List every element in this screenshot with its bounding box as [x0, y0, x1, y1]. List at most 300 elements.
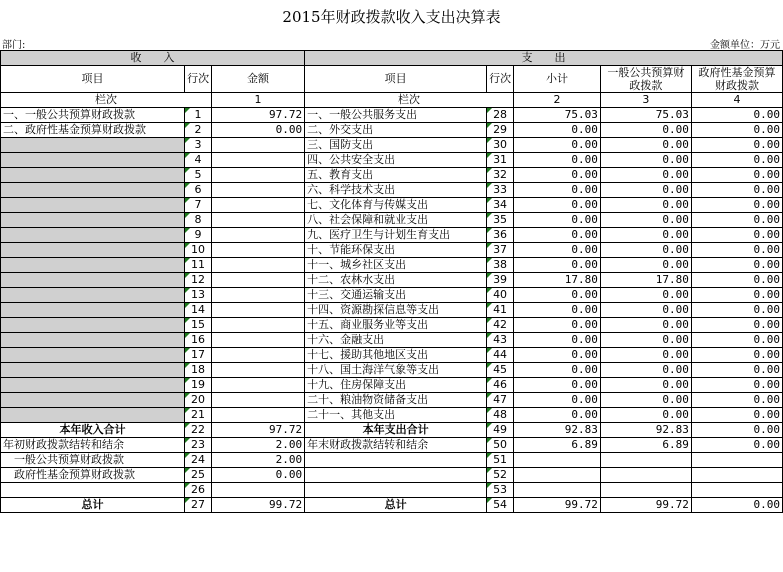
- expense-item-cell[interactable]: [305, 498, 487, 513]
- expense-rowno-cell[interactable]: [487, 408, 514, 423]
- income-amount-cell[interactable]: [212, 393, 305, 408]
- table-row: [1, 393, 783, 408]
- income-amount-cell[interactable]: [212, 423, 305, 438]
- general-budget-cell-text: 0.00: [662, 123, 689, 136]
- expense-rowno-cell[interactable]: [487, 348, 514, 363]
- expense-rowno-cell[interactable]: [487, 228, 514, 243]
- income-amount-cell[interactable]: [212, 138, 305, 153]
- gov-fund-cell[interactable]: [691, 228, 782, 243]
- expense-rowno-cell[interactable]: [487, 213, 514, 228]
- subtotal-cell[interactable]: [514, 498, 601, 513]
- general-budget-cell[interactable]: [600, 303, 691, 318]
- income-rowno-header[interactable]: 行次: [185, 66, 212, 93]
- general-budget-cell[interactable]: [600, 498, 691, 513]
- gov-fund-cell[interactable]: [691, 183, 782, 198]
- income-amount-cell[interactable]: [212, 213, 305, 228]
- gov-fund-cell[interactable]: [691, 123, 782, 138]
- gov-fund-cell[interactable]: [691, 153, 782, 168]
- income-rowno-cell[interactable]: [185, 438, 212, 453]
- expense-rowno-cell-text: 28: [493, 108, 508, 121]
- gov-fund-cell[interactable]: [691, 213, 782, 228]
- income-item-cell[interactable]: [1, 333, 185, 348]
- income-rowno-cell[interactable]: [185, 408, 212, 423]
- gov-fund-cell[interactable]: [691, 453, 782, 468]
- income-rowno-cell[interactable]: [185, 303, 212, 318]
- gov-fund-cell[interactable]: [691, 168, 782, 183]
- income-rowno-cell[interactable]: [185, 318, 212, 333]
- expense-item-cell[interactable]: [305, 198, 487, 213]
- income-item-cell[interactable]: [1, 228, 185, 243]
- income-rowno-cell[interactable]: [185, 273, 212, 288]
- subtotal-cell[interactable]: [514, 123, 601, 138]
- expense-item-cell-text: 五、教育支出: [307, 168, 374, 181]
- expense-rowno-cell[interactable]: [487, 183, 514, 198]
- gov-fund-cell[interactable]: [691, 318, 782, 333]
- subtotal-cell[interactable]: [514, 213, 601, 228]
- gov-fund-cell[interactable]: [691, 498, 782, 513]
- general-budget-header[interactable]: 一般公共预算财政拨款: [600, 66, 691, 93]
- expense-rowno-cell[interactable]: [487, 498, 514, 513]
- subtotal-cell[interactable]: [514, 168, 601, 183]
- table-row: [1, 288, 783, 303]
- expense-rowno-cell[interactable]: [487, 363, 514, 378]
- expense-rowno-cell[interactable]: [487, 273, 514, 288]
- subtotal-cell[interactable]: [514, 393, 601, 408]
- general-budget-cell[interactable]: [600, 378, 691, 393]
- subtotal-cell[interactable]: [514, 228, 601, 243]
- cell-comment-marker-icon: [487, 258, 492, 263]
- income-amount-cell[interactable]: [212, 273, 305, 288]
- subtotal-cell[interactable]: [514, 108, 601, 123]
- expense-rowno-cell-text: 30: [493, 138, 508, 151]
- income-rowno-cell[interactable]: [185, 483, 212, 498]
- income-item-cell[interactable]: [1, 168, 185, 183]
- income-rowno-cell-text: 8: [194, 213, 202, 226]
- table-row: [1, 153, 783, 168]
- income-item-cell[interactable]: [1, 183, 185, 198]
- income-amount-cell[interactable]: [212, 408, 305, 423]
- income-amount-cell[interactable]: [212, 453, 305, 468]
- income-amount-cell[interactable]: [212, 318, 305, 333]
- cell-comment-marker-icon: [185, 258, 190, 263]
- income-item-cell[interactable]: [1, 363, 185, 378]
- gov-fund-cell[interactable]: [691, 378, 782, 393]
- general-budget-cell-text: 0.00: [662, 348, 689, 361]
- general-budget-cell[interactable]: [600, 168, 691, 183]
- income-item-cell[interactable]: [1, 108, 185, 123]
- income-item-cell[interactable]: [1, 408, 185, 423]
- income-rowno-cell[interactable]: [185, 228, 212, 243]
- col3-number[interactable]: 3: [600, 93, 691, 108]
- income-amount-cell[interactable]: [212, 363, 305, 378]
- income-item-cell[interactable]: [1, 318, 185, 333]
- expense-rowno-cell[interactable]: [487, 378, 514, 393]
- income-amount-cell[interactable]: [212, 288, 305, 303]
- expense-item-cell[interactable]: [305, 108, 487, 123]
- general-budget-cell-text: 99.72: [655, 498, 689, 511]
- income-item-cell[interactable]: [1, 393, 185, 408]
- income-item-cell-text: 年初财政拨款结转和结余: [3, 438, 124, 451]
- income-item-cell[interactable]: [1, 138, 185, 153]
- table-row: [1, 138, 783, 153]
- general-budget-cell[interactable]: [600, 483, 691, 498]
- income-rowno-cell[interactable]: [185, 213, 212, 228]
- cell-comment-marker-icon: [487, 393, 492, 398]
- general-budget-cell[interactable]: [600, 153, 691, 168]
- cell-comment-marker-icon: [487, 468, 492, 473]
- cell-comment-marker-icon: [487, 498, 492, 503]
- expense-item-cell[interactable]: [305, 228, 487, 243]
- expense-item-cell[interactable]: [305, 213, 487, 228]
- expense-header[interactable]: 支 出: [305, 51, 783, 66]
- general-budget-cell-text: 0.00: [662, 138, 689, 151]
- general-budget-cell[interactable]: [600, 288, 691, 303]
- expense-item-cell[interactable]: [305, 138, 487, 153]
- gov-fund-cell[interactable]: [691, 423, 782, 438]
- general-budget-cell[interactable]: [600, 228, 691, 243]
- expense-rowno-cell[interactable]: [487, 123, 514, 138]
- general-budget-cell[interactable]: [600, 363, 691, 378]
- income-rowno-cell[interactable]: [185, 243, 212, 258]
- expense-item-cell[interactable]: [305, 363, 487, 378]
- gov-fund-cell[interactable]: [691, 288, 782, 303]
- income-item-header[interactable]: 项目: [1, 66, 185, 93]
- expense-rowno-cell[interactable]: [487, 153, 514, 168]
- expense-item-header[interactable]: 项目: [305, 66, 487, 93]
- general-budget-cell[interactable]: [600, 333, 691, 348]
- income-rowno-cell[interactable]: [185, 348, 212, 363]
- expense-rowno-cell-text: 49: [493, 423, 508, 436]
- expense-rowno-cell-text: 47: [493, 393, 508, 406]
- expense-column-label[interactable]: 栏次: [305, 93, 514, 108]
- income-item-cell[interactable]: [1, 348, 185, 363]
- expense-rowno-cell[interactable]: [487, 138, 514, 153]
- income-item-cell[interactable]: [1, 153, 185, 168]
- income-item-cell-text: 本年收入合计: [59, 423, 126, 436]
- gov-fund-cell-text: 0.00: [753, 243, 780, 256]
- subtotal-cell[interactable]: [514, 423, 601, 438]
- expense-rowno-cell[interactable]: [487, 453, 514, 468]
- gov-fund-cell-text: 0.00: [753, 318, 780, 331]
- income-amount-cell[interactable]: [212, 378, 305, 393]
- income-amount-cell[interactable]: [212, 168, 305, 183]
- income-rowno-cell-text: 11: [191, 258, 206, 271]
- expense-item-cell[interactable]: [305, 168, 487, 183]
- expense-item-cell[interactable]: [305, 348, 487, 363]
- income-item-cell[interactable]: [1, 483, 185, 498]
- expense-rowno-cell[interactable]: [487, 288, 514, 303]
- expense-rowno-cell[interactable]: [487, 258, 514, 273]
- gov-fund-cell[interactable]: [691, 483, 782, 498]
- gov-fund-cell[interactable]: [691, 303, 782, 318]
- expense-item-cell-text: 三、国防支出: [307, 138, 374, 151]
- expense-rowno-cell[interactable]: [487, 198, 514, 213]
- income-rowno-cell[interactable]: [185, 393, 212, 408]
- income-amount-cell[interactable]: [212, 108, 305, 123]
- subtotal-cell[interactable]: [514, 318, 601, 333]
- subtotal-cell-text: 0.00: [571, 138, 598, 151]
- income-amount-cell[interactable]: [212, 438, 305, 453]
- income-item-cell[interactable]: [1, 213, 185, 228]
- gov-fund-cell[interactable]: [691, 198, 782, 213]
- general-budget-cell-text: 0.00: [662, 363, 689, 376]
- expense-item-cell[interactable]: [305, 393, 487, 408]
- expense-rowno-cell[interactable]: [487, 438, 514, 453]
- subtotal-cell[interactable]: [514, 348, 601, 363]
- gov-fund-cell-text: 0.00: [753, 258, 780, 271]
- table-row: [1, 363, 783, 378]
- expense-rowno-cell[interactable]: [487, 168, 514, 183]
- gov-fund-cell-text: 0.00: [753, 378, 780, 391]
- expense-item-cell[interactable]: [305, 438, 487, 453]
- subtotal-cell[interactable]: [514, 273, 601, 288]
- expense-rowno-cell-text: 40: [493, 288, 508, 301]
- expense-rowno-cell[interactable]: [487, 243, 514, 258]
- income-amount-cell[interactable]: [212, 198, 305, 213]
- expense-rowno-header[interactable]: 行次: [487, 66, 514, 93]
- gov-fund-cell-text: 0.00: [753, 228, 780, 241]
- gov-fund-cell[interactable]: [691, 108, 782, 123]
- income-rowno-cell[interactable]: [185, 288, 212, 303]
- col2-number[interactable]: 2: [514, 93, 601, 108]
- expense-item-cell[interactable]: [305, 468, 487, 483]
- income-rowno-cell[interactable]: [185, 168, 212, 183]
- gov-fund-cell[interactable]: [691, 333, 782, 348]
- expense-item-cell-text: 十二、农林水支出: [307, 273, 396, 286]
- expense-item-cell[interactable]: [305, 423, 487, 438]
- general-budget-cell[interactable]: [600, 138, 691, 153]
- expense-item-cell-text: 九、医疗卫生与计划生育支出: [307, 228, 451, 241]
- col1-number[interactable]: 1: [212, 93, 305, 108]
- income-amount-cell[interactable]: [212, 243, 305, 258]
- expense-item-cell[interactable]: [305, 273, 487, 288]
- income-item-cell[interactable]: [1, 423, 185, 438]
- cell-comment-marker-icon: [487, 483, 492, 488]
- subtotal-cell[interactable]: [514, 288, 601, 303]
- gov-fund-cell[interactable]: [691, 408, 782, 423]
- income-item-cell[interactable]: [1, 378, 185, 393]
- gov-fund-cell-text: 0.00: [753, 423, 780, 436]
- general-budget-cell[interactable]: [600, 123, 691, 138]
- income-amount-cell[interactable]: [212, 333, 305, 348]
- income-item-cell[interactable]: [1, 273, 185, 288]
- expense-rowno-cell[interactable]: [487, 423, 514, 438]
- gov-fund-header[interactable]: 政府性基金预算财政拨款: [691, 66, 782, 93]
- table-row: [1, 303, 783, 318]
- expense-rowno-cell[interactable]: [487, 333, 514, 348]
- gov-fund-cell[interactable]: [691, 243, 782, 258]
- general-budget-cell[interactable]: [600, 108, 691, 123]
- income-header[interactable]: 收 入: [1, 51, 305, 66]
- income-rowno-cell[interactable]: [185, 333, 212, 348]
- subtotal-cell[interactable]: [514, 303, 601, 318]
- cell-comment-marker-icon: [487, 183, 492, 188]
- subtotal-cell[interactable]: [514, 153, 601, 168]
- income-item-cell[interactable]: [1, 198, 185, 213]
- expense-item-cell[interactable]: [305, 243, 487, 258]
- income-rowno-cell[interactable]: [185, 183, 212, 198]
- expense-item-cell-text: 十七、援助其他地区支出: [307, 348, 429, 361]
- income-item-cell[interactable]: [1, 468, 185, 483]
- general-budget-cell[interactable]: [600, 183, 691, 198]
- expense-rowno-cell[interactable]: [487, 318, 514, 333]
- subtotal-cell[interactable]: [514, 333, 601, 348]
- cell-comment-marker-icon: [185, 423, 190, 428]
- general-budget-cell[interactable]: [600, 318, 691, 333]
- subtotal-header[interactable]: 小计: [514, 66, 601, 93]
- gov-fund-cell-text: 0.00: [753, 183, 780, 196]
- income-rowno-cell[interactable]: [185, 108, 212, 123]
- expense-item-cell[interactable]: [305, 318, 487, 333]
- cell-comment-marker-icon: [185, 243, 190, 248]
- income-amount-cell[interactable]: [212, 153, 305, 168]
- subtotal-cell[interactable]: [514, 183, 601, 198]
- expense-item-cell[interactable]: [305, 453, 487, 468]
- general-budget-cell[interactable]: [600, 423, 691, 438]
- general-budget-cell[interactable]: [600, 198, 691, 213]
- income-amount-header[interactable]: 金额: [212, 66, 305, 93]
- income-rowno-cell[interactable]: [185, 138, 212, 153]
- general-budget-cell-text: 0.00: [662, 228, 689, 241]
- gov-fund-cell[interactable]: [691, 363, 782, 378]
- general-budget-cell[interactable]: [600, 258, 691, 273]
- expense-rowno-cell-text: 46: [493, 378, 508, 391]
- subtotal-cell[interactable]: [514, 483, 601, 498]
- income-rowno-cell[interactable]: [185, 153, 212, 168]
- table-row: [1, 243, 783, 258]
- expense-item-cell[interactable]: [305, 378, 487, 393]
- subtotal-cell[interactable]: [514, 378, 601, 393]
- expense-rowno-cell-text: 41: [493, 303, 508, 316]
- cell-comment-marker-icon: [487, 108, 492, 113]
- gov-fund-cell[interactable]: [691, 138, 782, 153]
- income-item-cell[interactable]: [1, 288, 185, 303]
- subtotal-cell[interactable]: [514, 138, 601, 153]
- income-item-cell[interactable]: [1, 243, 185, 258]
- subtotal-cell[interactable]: [514, 453, 601, 468]
- gov-fund-cell[interactable]: [691, 468, 782, 483]
- expense-item-cell[interactable]: [305, 153, 487, 168]
- expense-rowno-cell[interactable]: [487, 108, 514, 123]
- expense-item-cell-text: 二十、粮油物资储备支出: [307, 393, 429, 406]
- income-amount-cell-text: 0.00: [275, 468, 303, 481]
- general-budget-cell[interactable]: [600, 408, 691, 423]
- income-amount-cell[interactable]: [212, 483, 305, 498]
- gov-fund-cell[interactable]: [691, 393, 782, 408]
- income-rowno-cell-text: 4: [194, 153, 202, 166]
- income-item-cell[interactable]: [1, 498, 185, 513]
- general-budget-cell[interactable]: [600, 348, 691, 363]
- subtotal-cell-text: 0.00: [571, 378, 598, 391]
- general-budget-cell[interactable]: [600, 453, 691, 468]
- general-budget-cell[interactable]: [600, 393, 691, 408]
- gov-fund-cell[interactable]: [691, 273, 782, 288]
- expense-item-cell[interactable]: [305, 183, 487, 198]
- subtotal-cell[interactable]: [514, 363, 601, 378]
- general-budget-cell[interactable]: [600, 438, 691, 453]
- general-budget-cell[interactable]: [600, 213, 691, 228]
- table-row: [1, 468, 783, 483]
- general-budget-cell[interactable]: [600, 273, 691, 288]
- income-item-cell[interactable]: [1, 258, 185, 273]
- general-budget-cell[interactable]: [600, 468, 691, 483]
- subtotal-cell[interactable]: [514, 258, 601, 273]
- subtotal-cell[interactable]: [514, 468, 601, 483]
- income-rowno-cell[interactable]: [185, 498, 212, 513]
- col4-number[interactable]: 4: [691, 93, 782, 108]
- income-rowno-cell[interactable]: [185, 423, 212, 438]
- income-amount-cell[interactable]: [212, 468, 305, 483]
- expense-rowno-cell[interactable]: [487, 468, 514, 483]
- income-rowno-cell[interactable]: [185, 378, 212, 393]
- subtotal-cell-text: 6.89: [571, 438, 598, 451]
- income-amount-cell[interactable]: [212, 498, 305, 513]
- income-amount-cell[interactable]: [212, 258, 305, 273]
- expense-item-cell[interactable]: [305, 303, 487, 318]
- income-rowno-cell[interactable]: [185, 363, 212, 378]
- income-item-cell[interactable]: [1, 438, 185, 453]
- income-rowno-cell[interactable]: [185, 123, 212, 138]
- income-amount-cell[interactable]: [212, 183, 305, 198]
- subtotal-cell[interactable]: [514, 408, 601, 423]
- income-amount-cell-text: 99.72: [268, 498, 303, 511]
- income-rowno-cell-text: 20: [191, 393, 206, 406]
- subtotal-cell[interactable]: [514, 438, 601, 453]
- income-item-cell[interactable]: [1, 453, 185, 468]
- expense-item-cell[interactable]: [305, 408, 487, 423]
- income-amount-cell[interactable]: [212, 348, 305, 363]
- income-rowno-cell[interactable]: [185, 198, 212, 213]
- income-amount-cell[interactable]: [212, 303, 305, 318]
- cell-comment-marker-icon: [487, 213, 492, 218]
- expense-item-cell[interactable]: [305, 483, 487, 498]
- subtotal-cell[interactable]: [514, 243, 601, 258]
- expense-rowno-cell[interactable]: [487, 393, 514, 408]
- income-column-label[interactable]: 栏次: [1, 93, 212, 108]
- income-item-cell[interactable]: [1, 303, 185, 318]
- subtotal-cell-text: 0.00: [571, 258, 598, 271]
- cell-comment-marker-icon: [185, 198, 190, 203]
- gov-fund-cell[interactable]: [691, 348, 782, 363]
- expense-rowno-cell[interactable]: [487, 303, 514, 318]
- income-rowno-cell[interactable]: [185, 453, 212, 468]
- expense-item-cell[interactable]: [305, 258, 487, 273]
- expense-item-cell-text: 十八、国土海洋气象等支出: [307, 363, 440, 376]
- department-label: 部门:: [2, 40, 26, 51]
- table-row: [1, 228, 783, 243]
- gov-fund-cell[interactable]: [691, 438, 782, 453]
- table-row: [1, 273, 783, 288]
- expense-rowno-cell-text: 39: [493, 273, 508, 286]
- income-rowno-cell-text: 10: [191, 243, 206, 256]
- income-rowno-cell[interactable]: [185, 258, 212, 273]
- income-rowno-cell[interactable]: [185, 468, 212, 483]
- general-budget-cell[interactable]: [600, 243, 691, 258]
- table-row: [1, 408, 783, 423]
- income-rowno-cell-text: 9: [194, 228, 202, 241]
- expense-item-cell[interactable]: [305, 123, 487, 138]
- expense-rowno-cell[interactable]: [487, 483, 514, 498]
- cell-comment-marker-icon: [185, 183, 190, 188]
- gov-fund-cell[interactable]: [691, 258, 782, 273]
- subtotal-cell[interactable]: [514, 198, 601, 213]
- income-amount-cell[interactable]: [212, 123, 305, 138]
- expense-item-cell[interactable]: [305, 288, 487, 303]
- income-item-cell[interactable]: [1, 123, 185, 138]
- expense-item-cell[interactable]: [305, 333, 487, 348]
- gov-fund-cell-text: 0.00: [753, 438, 780, 451]
- income-amount-cell[interactable]: [212, 228, 305, 243]
